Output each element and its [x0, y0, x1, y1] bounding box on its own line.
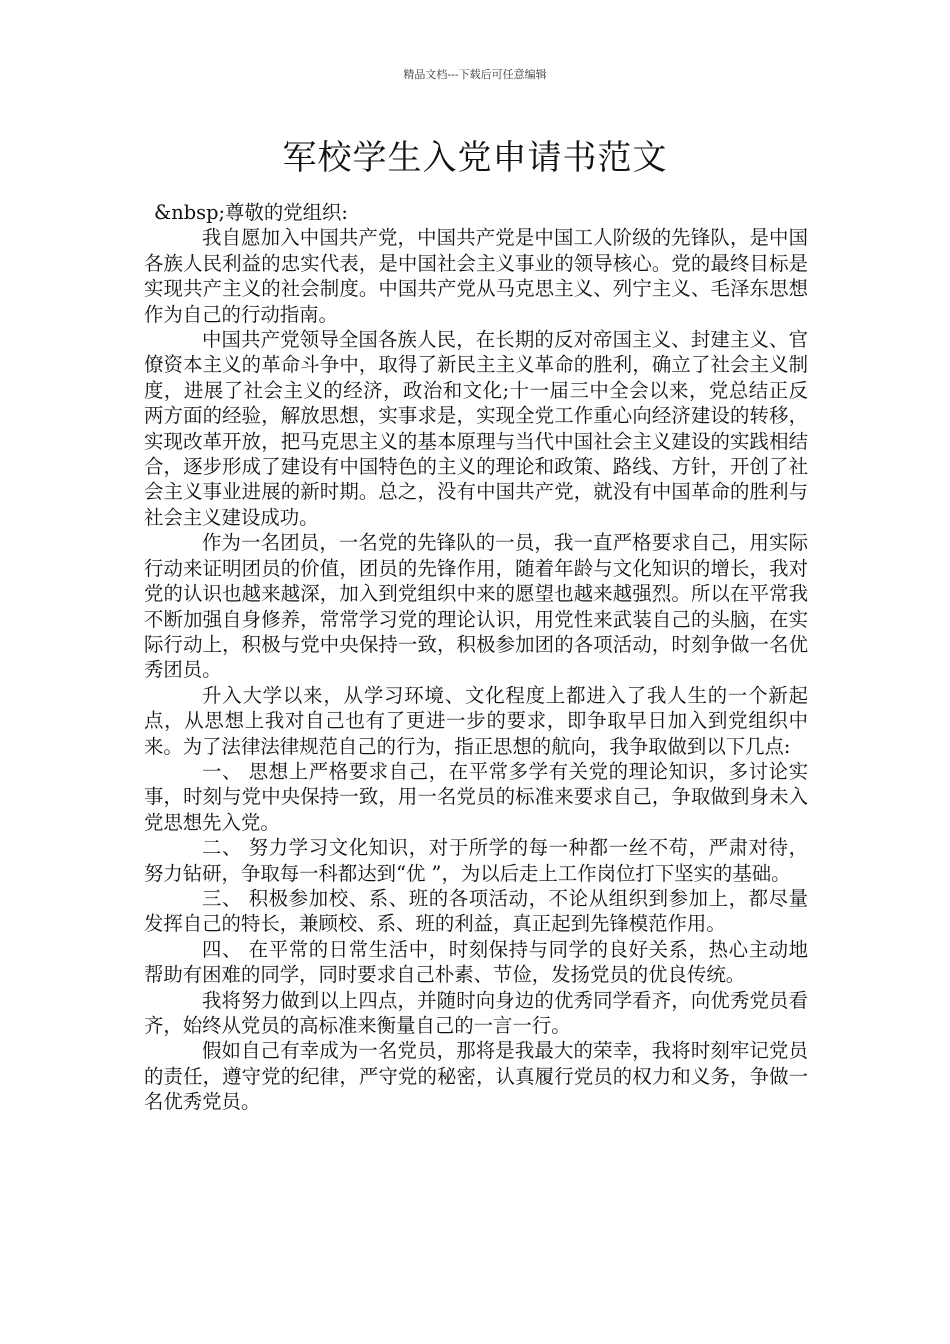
paragraph-1: 我自愿加入中国共产党，中国共产党是中国工人阶级的先锋队，是中国各族人民利益的忠实代表，是中国社会主义事业的领导核心。党的最终目标是实现共产主义的社会制度。中国共产党从马克思主义、列宁主义、毛泽东思想作为自己的行动指南。 [144, 226, 808, 326]
paragraph-6: 假如自己有幸成为一名党员，那将是我最大的荣幸，我将时刻牢记党员的责任，遵守党的纪律，严守党的秘密，认真履行党员的权力和义务，争做一名优秀党员。 [144, 1039, 808, 1114]
paragraph-5: 我将努力做到以上四点，并随时向身边的优秀同学看齐，向优秀党员看齐，始终从党员的高标准来衡量自己的一言一行。 [144, 988, 808, 1037]
point-4: 四、 在平常的日常生活中，时刻保持与同学的良好关系，热心主动地帮助有困难的同学，同时要求自己朴素、节俭，发扬党员的优良传统。 [144, 937, 808, 987]
page-header: 精品文档---下载后可任意编辑 [403, 68, 547, 81]
paragraph-3: 作为一名团员，一名党的先锋队的一员，我一直严格要求自己，用实际行动来证明团员的价值，团员的先锋作用，随着年龄与文化知识的增长，我对党的认识也越来越深，加入到党组织中来的愿望也越来越强烈。所以在平常我不断加强自身修养，常常学习党的理论认识，用党性来武装自己的头脑，在实际行动上，积极与党中央保持一致，积极参加团的各项活动，时刻争做一名优秀团员。 [144, 531, 808, 682]
point-3: 三、 积极参加校、系、班的各项活动，不论从组织到参加上，都尽量发挥自己的特长，兼顾校、系、班的利益，真正起到先锋模范作用。 [144, 886, 808, 936]
paragraph-2: 中国共产党领导全国各族人民，在长期的反对帝国主义、封建主义、官僚资本主义的革命斗争中，取得了新民主主义革命的胜利，确立了社会主义制度，进展了社会主义的经济，政治和文化;十一届三中全会以来，党总结正反两方面的经验，解放思想，实事求是，实现全党工作重心向经济建设的转移，实现改革开放，把马克思主义的基本原理与当代中国社会主义建设的实践相结合，逐步形成了建设有中国特色的主义的理论和政策、路线、方针，开创了社会主义事业进展的新时期。总之，没有中国共产党，就没有中国革命的胜利与社会主义建设成功。 [144, 328, 808, 529]
paragraph-4: 升入大学以来，从学习环境、文化程度上都进入了我人生的一个新起点，从思想上我对自己也有了更进一步的要求，即争取早日加入到党组织中来。为了法律法律规范自己的行为，指正思想的航向，我争取做到以下几点: [144, 683, 808, 758]
point-2: 二、 努力学习文化知识，对于所学的每一种都一丝不苟，严肃对待，努力钻研，争取每一科都达到“优 ”，为以后走上工作岗位打下坚实的基础。 [144, 836, 808, 885]
point-1: 一、 思想上严格要求自己，在平常多学有关党的理论知识，多讨论实事，时刻与党中央保持一致，用一名党员的标准来要求自己，争取做到身未入党思想先入党。 [144, 759, 808, 834]
salutation: &nbsp;尊敬的党组织: [154, 201, 348, 224]
document-body [144, 200, 808, 1115]
document-title: 军校学生入党申请书范文 [282, 138, 668, 178]
